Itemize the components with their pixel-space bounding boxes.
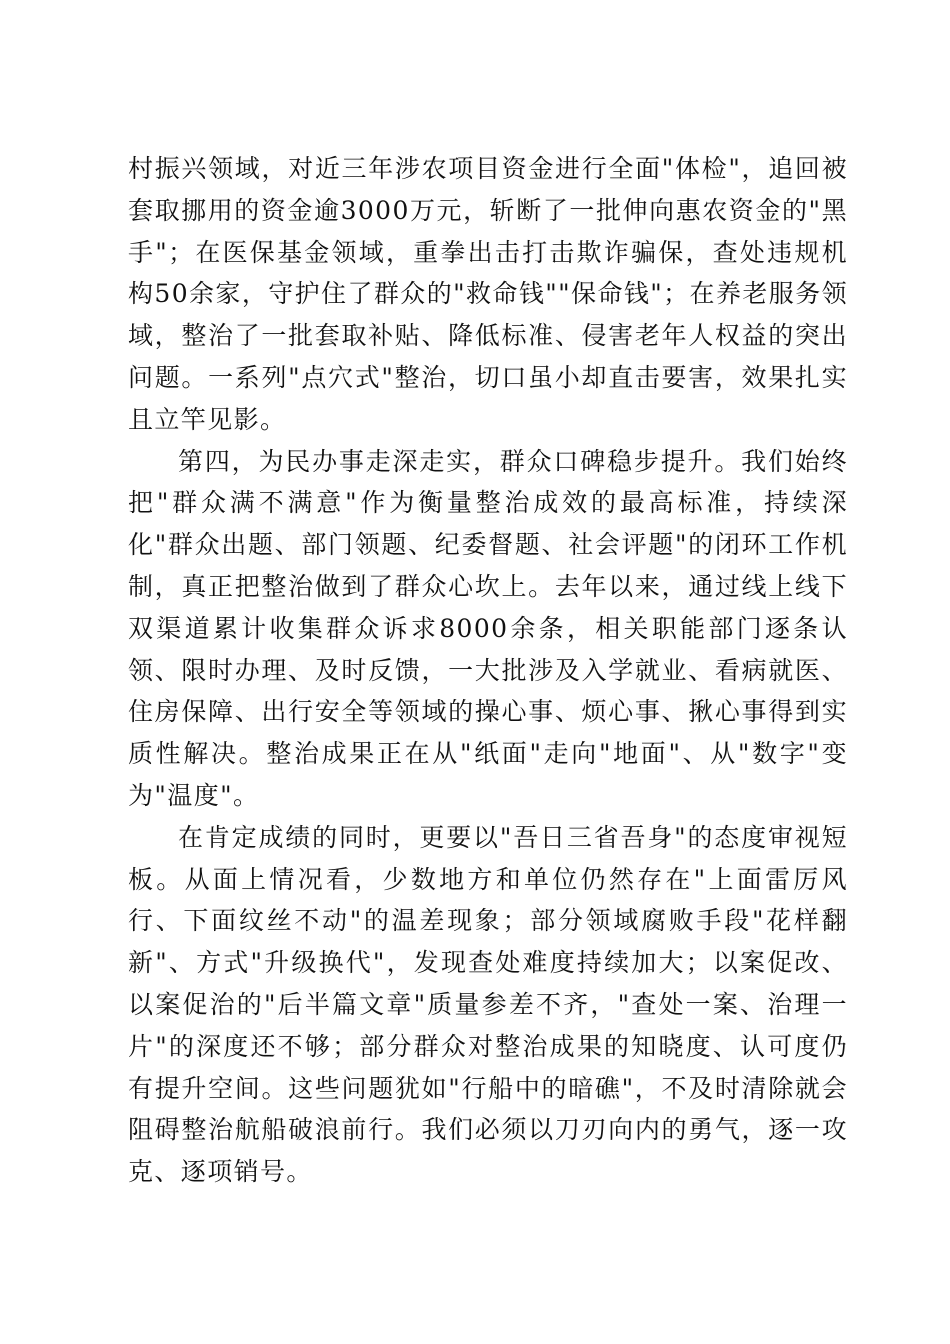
paragraph-fourth-point: 第四，为民办事走深走实，群众口碑稳步提升。我们始终把"群众满不满意"作为衡量整治成效的最高标准，持续深化"群众出题、部门领题、纪委督题、社会评题"的闭环工作机制，真正把整治做到了群众心坎上。去年以来，通过线上线下双渠道累计收集群众诉求8000余条，相关职能部门逐条认领、限时办理、及时反馈，一大批涉及入学就业、看病就医、住房保障、出行安全等领域的操心事、烦心事、揪心事得到实质性解决。整治成果正在从"纸面"走向"地面"、从"数字"变为"温度"。 bbox=[128, 446, 848, 810]
paragraph-continued: 村振兴领域，对近三年涉农项目资金进行全面"体检"，追回被套取挪用的资金逾3000万元，斩断了一批伸向惠农资金的"黑手"；在医保基金领域，重拳出击打击欺诈骗保，查处违规机构50余家，守护住了群众的"救命钱""保命钱"；在养老服务领域，整治了一批套取补贴、降低标准、侵害老年人权益的突出问题。一系列"点穴式"整治，切口虽小却直击要害，效果扎实且立竿见影。 bbox=[128, 154, 848, 434]
document-body bbox=[128, 148, 848, 1193]
paragraph-shortcomings: 在肯定成绩的同时，更要以"吾日三省吾身"的态度审视短板。从面上情况看，少数地方和单位仍然存在"上面雷厉风行、下面纹丝不动"的温差现象；部分领域腐败手段"花样翻新"、方式"升级换代"，发现查处难度持续加大；以案促改、以案促治的"后半篇文章"质量参差不齐，"查处一案、治理一片"的深度还不够；部分群众对整治成果的知晓度、认可度仍有提升空间。这些问题犹如"行船中的暗礁"，不及时清除就会阻碍整治航船破浪前行。我们必须以刀刃向内的勇气，逐一攻克、逐项销号。 bbox=[128, 822, 848, 1187]
